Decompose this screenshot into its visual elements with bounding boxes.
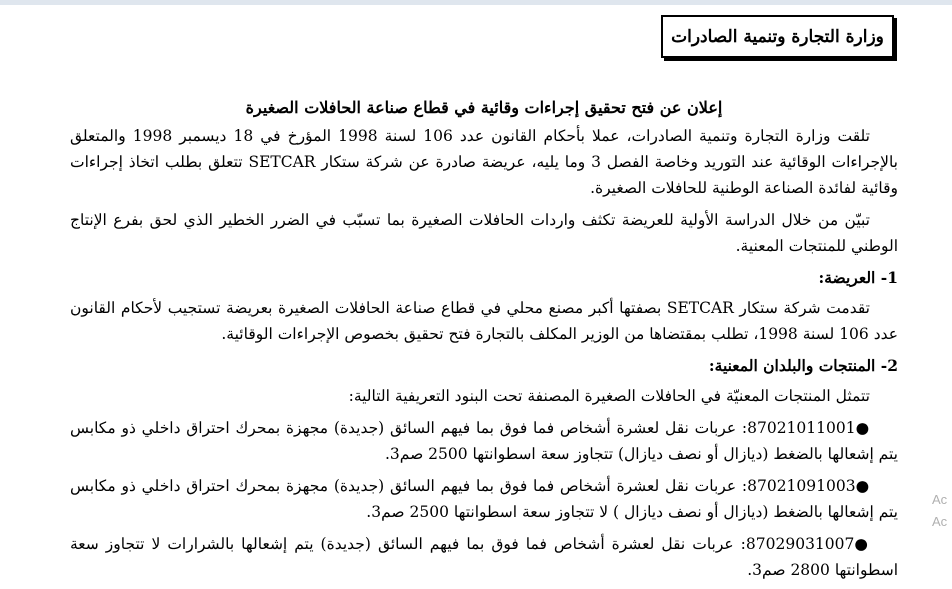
section-2-intro: تتمثل المنتجات المعنيّة في الحافلات الصغيرة المصنفة تحت البنود التعريفية التالية:	[348, 387, 870, 405]
activation-watermark-line-2: Ac	[932, 514, 948, 529]
announcement-document	[70, 95, 898, 589]
section-1-heading: 1- العريضة:	[818, 268, 898, 287]
section-2-heading: 2- المنتجات والبلدان المعنية:	[708, 356, 898, 375]
ministry-name: وزارة التجارة وتنمية الصادرات	[671, 26, 884, 47]
intro-paragraph-2: تبيّن من خلال الدراسة الأولية للعريضة تكثف واردات الحافلات الصغيرة بما تسبّب في الضرر الخطير الذي لحق بفرع الإنتاج الوطني للمنتجات المعنية.	[70, 211, 898, 255]
activation-watermark-line-1: Ac	[932, 492, 948, 507]
announcement-title: إعلان عن فتح تحقيق إجراءات وقائية في قطاع صناعة الحافلات الصغيرة	[245, 98, 723, 117]
bullet-icon: ●	[855, 477, 870, 495]
tariff-description: : عربات نقل لعشرة أشخاص فما فوق بما فيهم السائق (جديدة) يتم إشعالها بالشرارات لا تتجاوز سعة اسطوانتها 2800 صم3.	[70, 535, 898, 579]
bullet-icon: ●	[854, 535, 870, 553]
tariff-item	[70, 415, 898, 467]
tariff-description: : عربات نقل لعشرة أشخاص فما فوق بما فيهم السائق (جديدة) مجهزة بمحرك احتراق داخلي ذو مكابس يتم إشعالها بالضغط (ديازال أو نصف ديازال) تتجاوز سعة اسطوانتها 2500 صم3.	[70, 419, 898, 463]
intro-paragraph-1: تلقت وزارة التجارة وتنمية الصادرات، عملا بأحكام القانون عدد 106 لسنة 1998 المؤرخ في 18 ديسمبر 1998 والمتعلق بالإجراءات الوقائية عند التوريد وخاصة الفصل 3 وما يليه، عريضة صادرة عن شركة ستكار SETCAR تتعلق بطلب اتخاذ إجراءات وقائية لفائدة الصناعة الوطنية للحافلات الصغيرة.	[70, 127, 898, 197]
top-edge-bar	[0, 0, 952, 5]
bullet-icon: ●	[855, 419, 870, 437]
tariff-code: 87021091003	[747, 477, 856, 495]
tariff-item	[70, 531, 898, 583]
tariff-code: 87021011001	[747, 419, 856, 437]
tariff-item	[70, 473, 898, 525]
tariff-description: : عربات نقل لعشرة أشخاص فما فوق بما فيهم السائق (جديدة) مجهزة بمحرك احتراق داخلي ذو مكابس يتم إشعالها بالضغط (ديازال أو نصف ديازال ) لا تتجاوز سعة اسطوانتها 2500 صم3.	[70, 477, 898, 521]
ministry-header-box	[661, 15, 894, 58]
section-1-text: تقدمت شركة ستكار SETCAR بصفتها أكبر مصنع محلي في قطاع صناعة الحافلات الصغيرة بعريضة تستجيب لأحكام القانون عدد 106 لسنة 1998، تطلب بمقتضاها من الوزير المكلف بالتجارة فتح تحقيق بخصوص الإجراءات الوقائية.	[70, 299, 898, 343]
tariff-code: 87029031007	[745, 535, 855, 553]
